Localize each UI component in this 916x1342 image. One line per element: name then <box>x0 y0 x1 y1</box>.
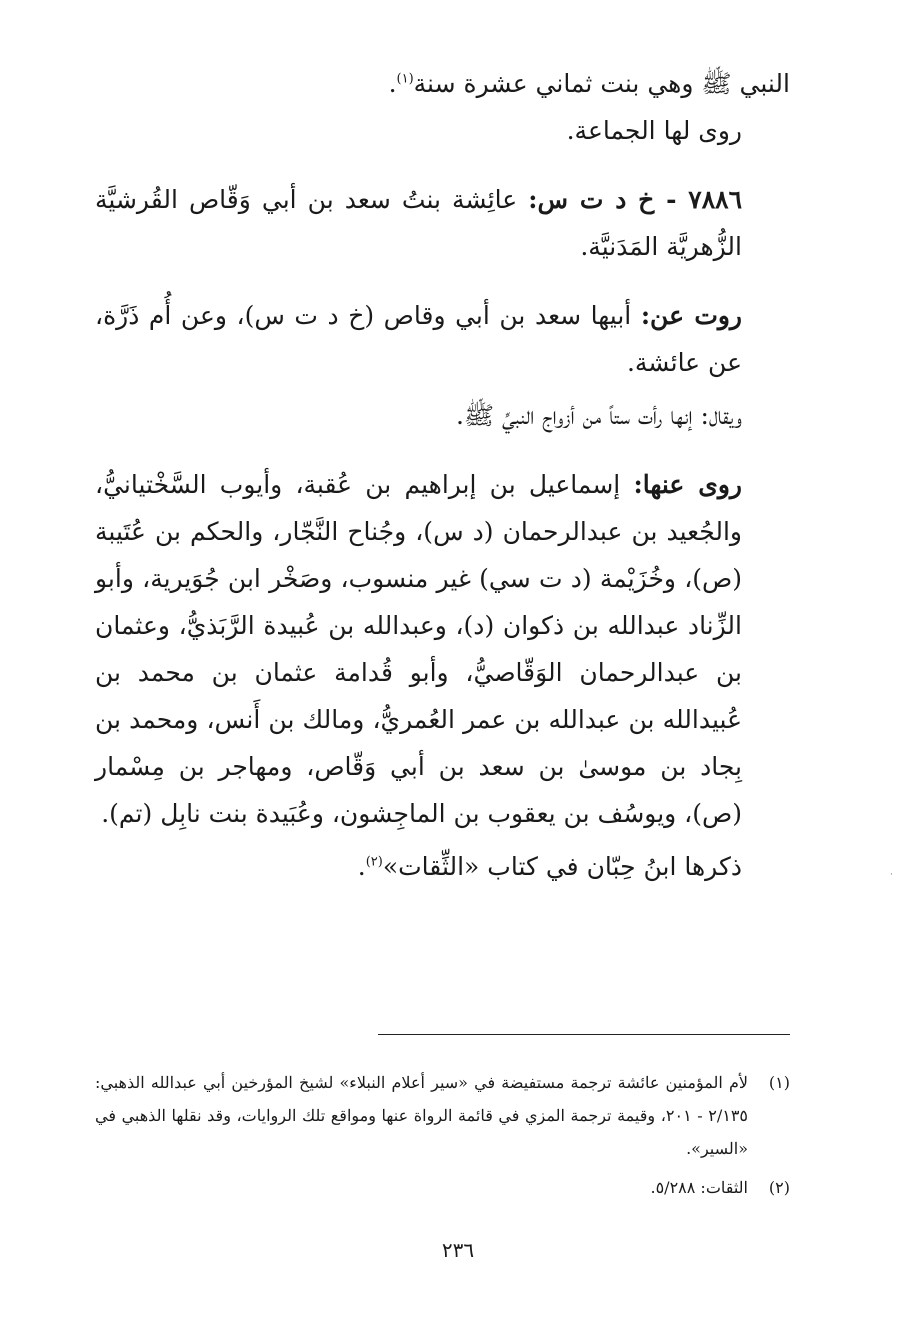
rawa-text: إسماعيل بن إبراهيم بن عُقبة، وأيوب السَّخْتيانيُّ، والجُعيد بن عبدالرحمان (د س)، وجُناح النَّجّار، والحكم بن عُتَيبة (ص)، وخُزَيْمة (د ت سي) غير منسوب، وصَخْر ابن جُوَيرية، وأبو الزِّناد عبدالله بن ذكوان (د)، وعبدالله بن عُبيدة الرَّبَذيُّ، وعثمان بن عبدالرحمان الوَقّاصيُّ، وأبو قُدامة عثمان بن محمد بن عُبيدالله بن عبدالله بن عمر العُمريُّ، ومالك بن أَنس، ومحمد بن بِجاد بن موسىٰ بن سعد بن أبي وَقّاص، ومهاجر بن مِسْمار (ص)، ويوسُف بن يعقوب بن الماجِشون، وعُبَيدة بنت نابِل (تم). <box>95 470 743 828</box>
rawa-paragraph <box>95 461 790 837</box>
rawa-label: روى عنها: <box>633 470 743 499</box>
entry-name: عائِشة بنتُ سعد بن أبي وَقّاص القُرشيَّة الزُّهريَّة المَدَنيَّة. <box>95 185 742 261</box>
footnote-divider <box>378 1034 790 1035</box>
entry-number: ٧٨٨٦ - خ د ت س: <box>528 185 742 214</box>
footnote-number: (١) <box>768 1073 790 1092</box>
main-text <box>95 60 790 890</box>
yuqal-paragraph: ويقال: إنها رأت ستاً من أزواج النبيِّ ﷺ. <box>455 401 742 430</box>
page-number: ٢٣٦ <box>441 1238 475 1262</box>
footnote-text: الثقات: ٥/٢٨٨. <box>650 1178 748 1197</box>
footnote-number: (٢) <box>768 1178 790 1197</box>
previous-entry-line: النبي ﷺ وهي بنت ثماني عشرة سنة <box>413 69 790 98</box>
rawat-text: أبيها سعد بن أبي وقاص (خ د ت س)، وعن أُم ذَرَّة، عن عائشة. <box>95 301 742 377</box>
footnote-text: لأم المؤمنين عائشة ترجمة مستفيضة في «سير أعلام النبلاء» لشيخ المؤرخين أبي عبدالله الذهبي: ٢/١٣٥ - ٢٠١، وقيمة ترجمة المزي في قائمة الرواة عنها ومواقع تلك الروايات، وقد نقلها الذهبي في «السير». <box>95 1073 749 1158</box>
footnote-1 <box>95 1066 790 1165</box>
footnote-ref-2[interactable]: (٢) <box>365 854 383 870</box>
entry-heading <box>95 176 790 270</box>
dhakar-paragraph <box>95 843 790 890</box>
footnotes <box>95 1066 790 1204</box>
scan-speck: · <box>890 870 893 880</box>
previous-entry-narrators: روى لها الجماعة. <box>566 116 742 145</box>
sentence-end: . <box>388 69 397 98</box>
dhakar-text: ذكرها ابنُ حِبّان في كتاب «الثِّقات» <box>382 852 742 881</box>
footnote-ref-1[interactable]: (١) <box>396 71 414 87</box>
rawat-label: روت عن: <box>640 301 743 330</box>
previous-entry-tail <box>95 60 790 107</box>
rawat-paragraph <box>95 292 790 386</box>
footnote-2 <box>95 1171 790 1204</box>
sentence-end: . <box>357 852 366 881</box>
